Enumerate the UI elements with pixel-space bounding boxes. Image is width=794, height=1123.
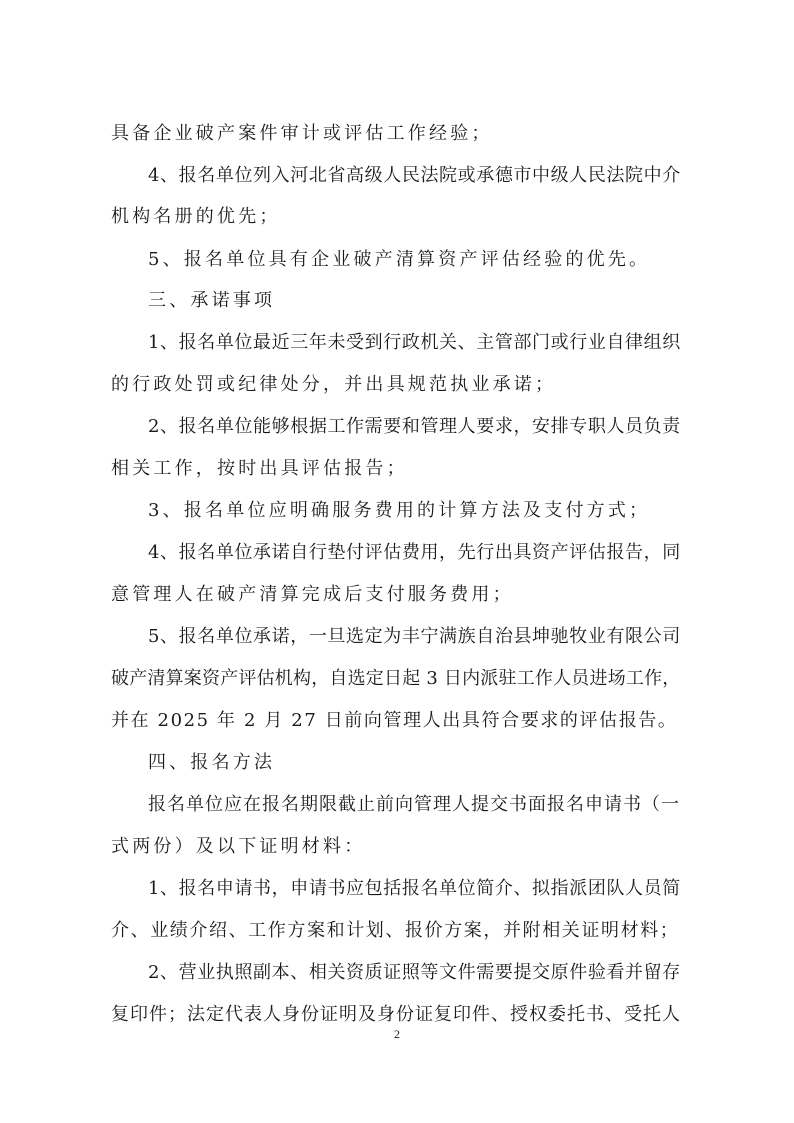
text-line-3: 机构名册的优先； xyxy=(111,206,281,227)
text-line-14: 破产清算案资产评估机构，自选定日起 3 日内派驻工作人员进场工作， xyxy=(111,668,681,689)
text-line-1: 具备企业破产案件审计或评估工作经验； xyxy=(111,123,493,144)
text-line-13: 5、报名单位承诺，一旦选定为丰宁满族自治县坤驰牧业有限公司 xyxy=(148,626,681,647)
section-heading-registration-method: 四、报名方法 xyxy=(148,752,276,773)
text-line-19: 1、报名申请书，申请书应包括报名单位简介、拟指派团队人员简 xyxy=(148,878,681,899)
text-line-15: 并在 2025 年 2 月 27 日前向管理人出具符合要求的评估报告。 xyxy=(111,710,678,731)
text-line-17: 报名单位应在报名期限截止前向管理人提交书面报名申请书（一 xyxy=(148,794,680,815)
text-line-8: 2、报名单位能够根据工作需要和管理人要求，安排专职人员负责 xyxy=(148,416,681,437)
text-line-2: 4、报名单位列入河北省高级人民法院或承德市中级人民法院中介 xyxy=(148,165,681,186)
section-heading-commitments: 三、承诺事项 xyxy=(148,290,276,311)
text-line-18: 式两份）及以下证明材料： xyxy=(111,836,366,857)
text-line-7: 的行政处罚或纪律处分，并出具规范执业承诺； xyxy=(111,374,557,395)
text-line-6: 1、报名单位最近三年未受到行政机关、主管部门或行业自律组织 xyxy=(148,332,681,353)
text-line-9: 相关工作，按时出具评估报告； xyxy=(111,458,408,479)
text-line-20: 介、业绩介绍、工作方案和计划、报价方案，并附相关证明材料； xyxy=(111,920,680,941)
text-line-11: 4、报名单位承诺自行垫付评估费用，先行出具资产评估报告，同 xyxy=(148,542,681,563)
text-line-4: 5、报名单位具有企业破产清算资产评估经验的优先。 xyxy=(148,249,651,270)
text-line-22: 复印件；法定代表人身份证明及身份证复印件、授权委托书、受托人 xyxy=(111,1004,681,1025)
page-number: 2 xyxy=(394,1027,400,1041)
text-line-10: 3、报名单位应明确服务费用的计算方法及支付方式； xyxy=(148,500,651,521)
text-line-12: 意管理人在破产清算完成后支付服务费用； xyxy=(111,584,514,605)
text-line-21: 2、营业执照副本、相关资质证照等文件需要提交原件验看并留存 xyxy=(148,962,681,983)
